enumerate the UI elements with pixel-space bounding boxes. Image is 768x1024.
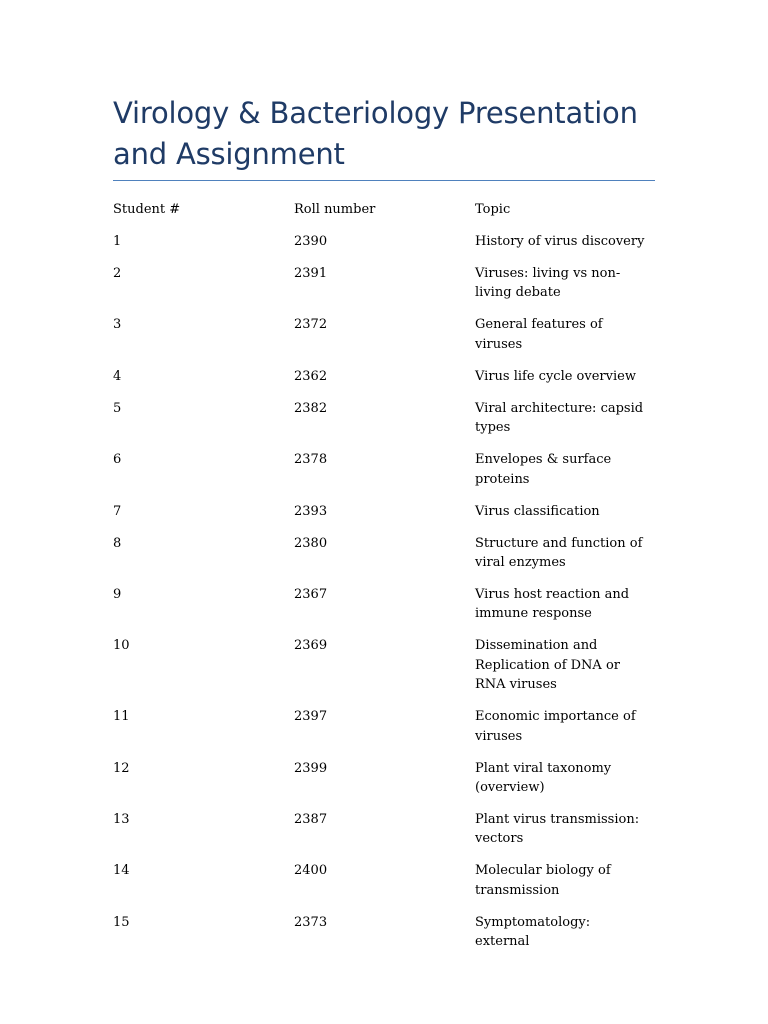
student-number-cell: 15: [113, 914, 130, 930]
page-title: Virology & Bacteriology Presentation and Assignment: [113, 96, 638, 171]
table-row: [113, 759, 655, 798]
student-number-cell: 13: [113, 812, 130, 828]
roll-number-cell: 2380: [294, 535, 328, 551]
roll-number-cell: 2399: [294, 760, 328, 776]
roll-number-cell: 2372: [294, 317, 328, 333]
student-number-cell: 9: [113, 587, 122, 603]
table-row: [113, 450, 655, 489]
assignment-table: [113, 200, 655, 964]
topic-cell: Plant viral taxonomy (overview): [475, 760, 612, 796]
student-number-cell: 10: [113, 638, 130, 654]
student-number-cell: 7: [113, 503, 122, 519]
topic-cell: Virus classification: [475, 503, 600, 519]
roll-number-cell: 2362: [294, 368, 328, 384]
roll-number-cell: 2391: [294, 266, 328, 281]
table-row: [113, 534, 655, 573]
table-row: [113, 707, 655, 746]
student-number-cell: 3: [113, 317, 122, 333]
column-header-topic: Topic: [475, 202, 511, 217]
topic-cell: Symptomatology: external: [475, 914, 591, 950]
table-header-row: [113, 200, 655, 219]
roll-number-cell: 2387: [294, 812, 328, 828]
topic-cell: General features of viruses: [475, 317, 603, 352]
topic-cell: Molecular biology of transmission: [475, 863, 611, 898]
topic-cell: Envelopes & surface proteins: [475, 452, 612, 487]
roll-number-cell: 2373: [294, 914, 328, 930]
topic-cell: Viruses: living vs non-living debate: [475, 266, 621, 301]
topic-cell: History of virus discovery: [475, 234, 645, 249]
roll-number-cell: 2378: [294, 452, 328, 468]
column-header-roll-number: Roll number: [294, 202, 376, 217]
table-row: [113, 367, 655, 386]
student-number-cell: 8: [113, 535, 122, 551]
table-row: [113, 861, 655, 900]
roll-number-cell: 2400: [294, 863, 328, 879]
student-number-cell: 12: [113, 760, 130, 776]
table-row: [113, 585, 655, 624]
column-header-student: Student #: [113, 202, 181, 217]
table-row: [113, 232, 655, 251]
roll-number-cell: 2393: [294, 503, 328, 519]
table-row: [113, 315, 655, 354]
topic-cell: Viral architecture: capsid types: [475, 400, 644, 436]
topic-cell: Virus host reaction and immune response: [475, 587, 630, 622]
topic-cell: Plant virus transmission: vectors: [475, 812, 640, 847]
roll-number-cell: 2367: [294, 587, 328, 603]
topic-cell: Virus life cycle overview: [475, 368, 636, 384]
table-row: [113, 399, 655, 438]
roll-number-cell: 2382: [294, 400, 328, 416]
topic-cell: Structure and function of viral enzymes: [475, 535, 643, 571]
student-number-cell: 11: [113, 709, 130, 725]
student-number-cell: 4: [113, 368, 122, 384]
table-row: [113, 502, 655, 521]
table-row: [113, 636, 655, 694]
roll-number-cell: 2390: [294, 234, 328, 249]
table-row: [113, 913, 655, 952]
roll-number-cell: 2369: [294, 638, 328, 654]
roll-number-cell: 2397: [294, 709, 328, 725]
student-number-cell: 14: [113, 863, 130, 879]
topic-cell: Dissemination and Replication of DNA or RNA viruses: [475, 638, 620, 693]
table-row: [113, 810, 655, 849]
student-number-cell: 6: [113, 452, 122, 468]
topic-cell: Economic importance of viruses: [475, 709, 636, 744]
student-number-cell: 1: [113, 234, 122, 249]
student-number-cell: 5: [113, 400, 122, 416]
table-row: [113, 264, 655, 303]
title-underline: [113, 180, 655, 181]
student-number-cell: 2: [113, 266, 122, 281]
